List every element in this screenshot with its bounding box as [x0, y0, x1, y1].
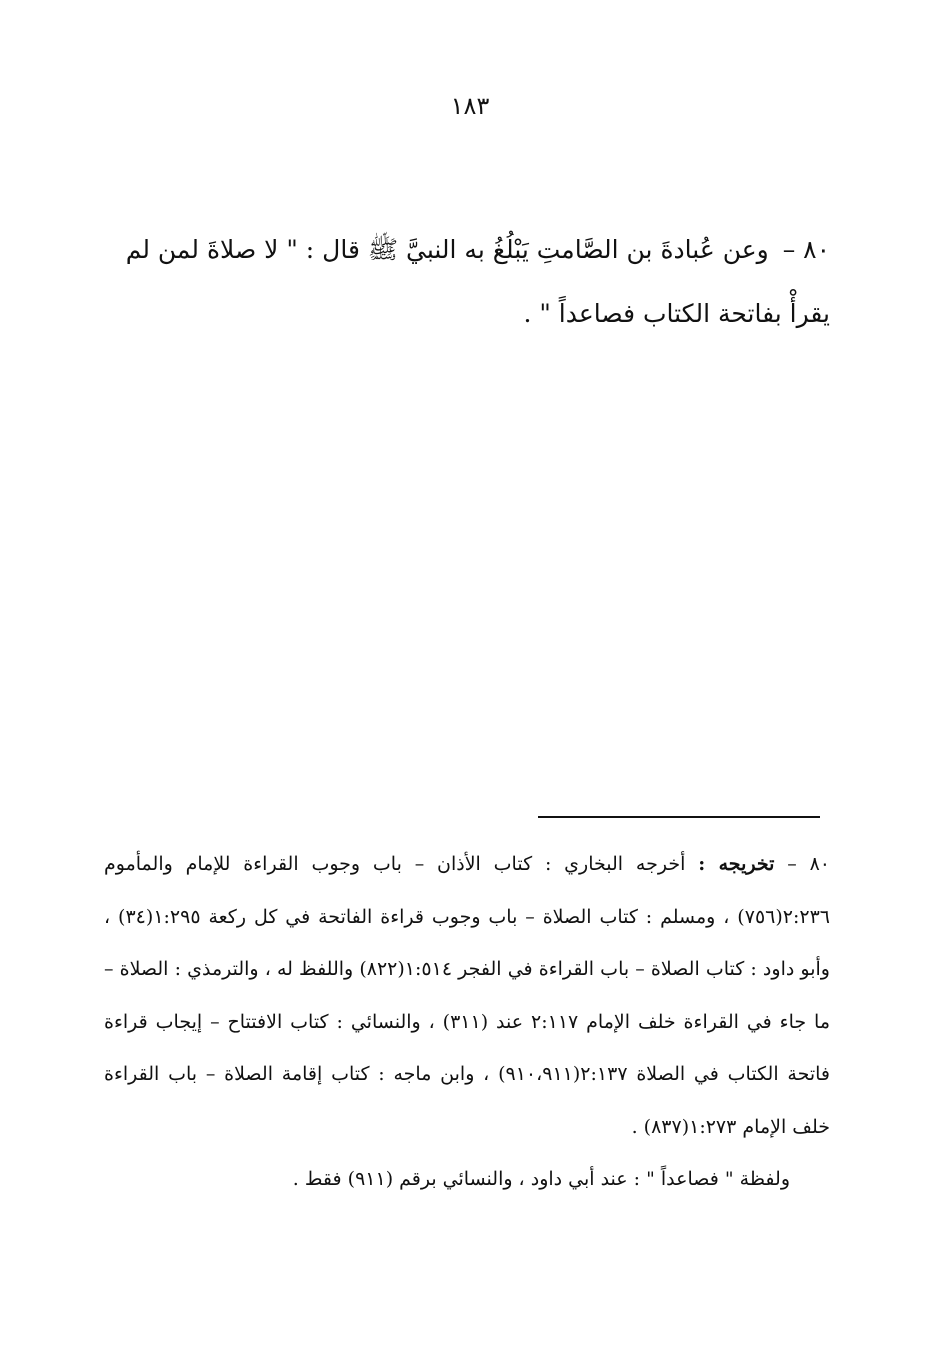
page-number: ١٨٣: [450, 92, 490, 120]
footnote-label: تخريجه :: [698, 853, 775, 875]
footnote-separator: [538, 816, 820, 818]
hadith-body: وعن عُبادةَ بن الصَّامتِ يَبْلُغُ به النبيَّ ﷺ قال : " لا صلاةَ لمن لم يقرأْ بفاتحة الكتاب فصاعداً " .: [125, 235, 830, 328]
footnote-body: أخرجه البخاري : كتاب الأذان – باب وجوب القراءة للإمام والمأموم ٢:٢٣٦(٧٥٦) ، ومسلم : كتاب الصلاة – باب وجوب قراءة الفاتحة في كل ركعة ١:٢٩٥(٣٤) ، وأبو داود : كتاب الصلاة – باب القراءة في الفجر ١:٥١٤(٨٢٢) واللفظ له ، والترمذي : الصلاة – ما جاء في القراءة خلف الإمام ٢:١١٧ عند (٣١١) ، والنسائي : كتاب الافتتاح – إيجاب قراءة فاتحة الكتاب في الصلاة ٢:١٣٧(٩١٠،٩١١) ، وابن ماجه : كتاب إقامة الصلاة – باب القراءة خلف الإمام ١:٢٧٣(٨٣٧) .: [104, 853, 831, 1138]
hadith-text-block: [112, 218, 830, 346]
hadith-number: ٨٠ –: [782, 235, 830, 264]
footnotes-block: [104, 838, 830, 1206]
footnote-note: ولفظة " فصاعداً " : عند أبي داود ، والنسائي برقم (٩١١) فقط .: [292, 1168, 790, 1190]
footnote-number: ٨٠ –: [787, 853, 831, 875]
footnote-paragraph: [104, 838, 830, 1153]
hadith-paragraph: [112, 218, 830, 346]
